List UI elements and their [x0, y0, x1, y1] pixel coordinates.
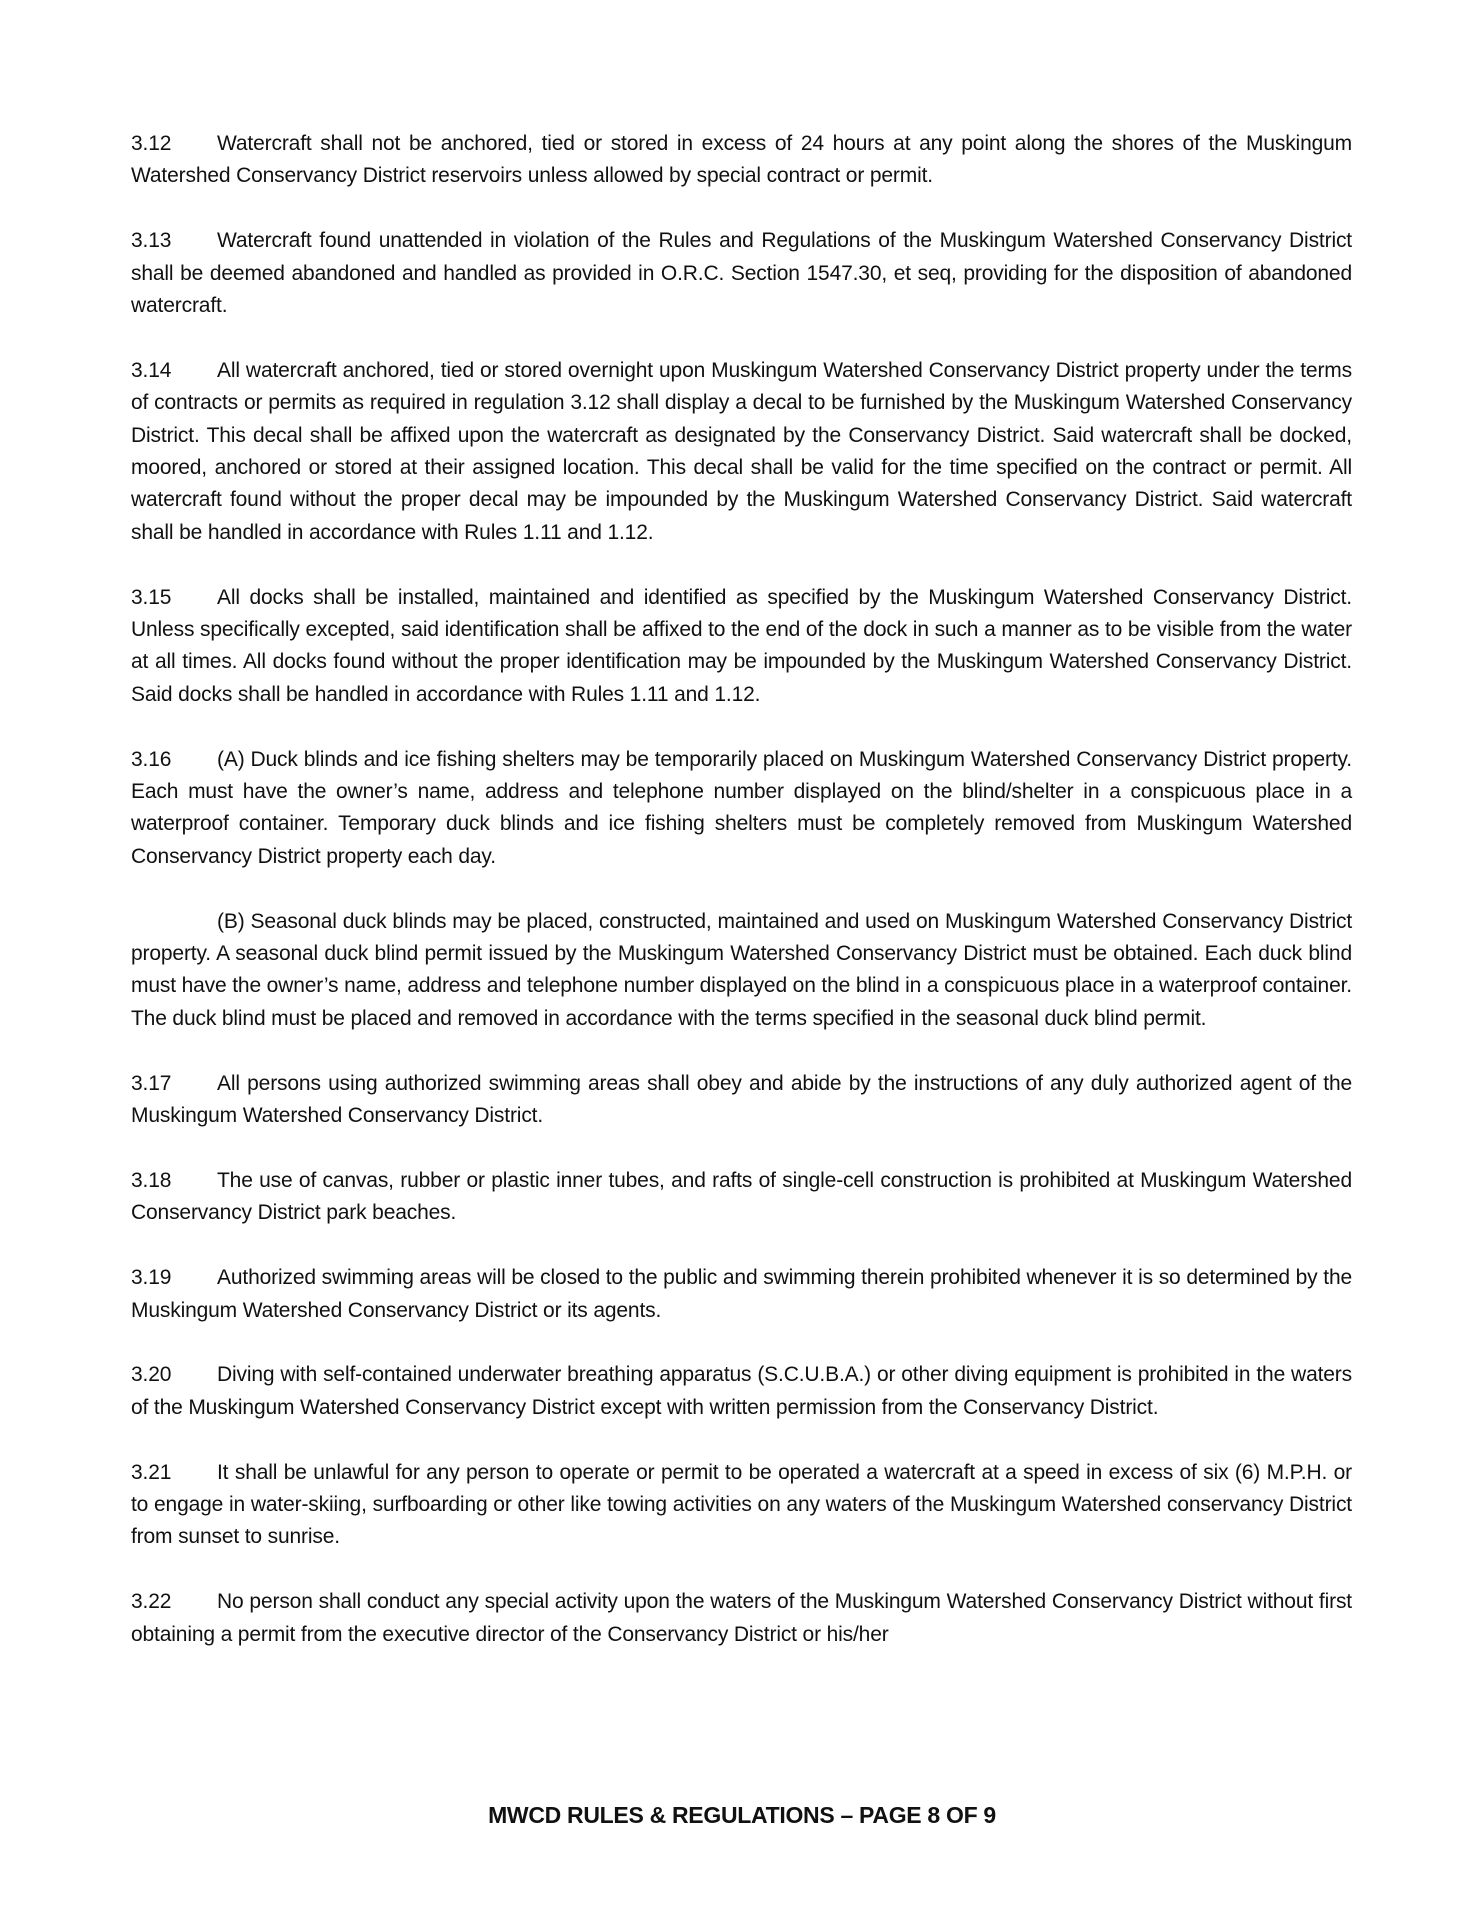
section-number: 3.14	[131, 358, 172, 382]
section-3-18	[131, 1165, 1352, 1230]
section-text: Authorized swimming areas will be closed to the public and swimming therein prohibited whenever it is so determined by the Muskingum Watershed Conservancy District or its agents.	[131, 1266, 1352, 1322]
section-number: 3.22	[131, 1590, 172, 1614]
section-3-13	[131, 225, 1352, 322]
section-3-17	[131, 1068, 1352, 1133]
document-body	[131, 128, 1352, 1683]
section-text: It shall be unlawful for any person to operate or permit to be operated a watercraft at a speed in excess of six (6) M.P.H. or to engage in water-skiing, surfboarding or other like towing activities on any waters of the Muskingum Watershed conservancy District from sunset to sunrise.	[131, 1460, 1352, 1549]
section-number: 3.17	[131, 1071, 172, 1095]
section-3-12	[131, 128, 1352, 193]
section-number: 3.21	[131, 1460, 172, 1484]
section-text: (A) Duck blinds and ice fishing shelters may be temporarily placed on Muskingum Watershed Conservancy District property. Each must have the owner’s name, address and telephone number displayed on the blind/shelter in a conspicuous place in a waterproof container. Temporary duck blinds and ice fishing shelters must be completely removed from Muskingum Watershed Conservancy District property each day.	[131, 747, 1352, 868]
section-text: All watercraft anchored, tied or stored overnight upon Muskingum Watershed Conservancy District property under the terms of contracts or permits as required in regulation 3.12 shall display a decal to be furnished by the Muskingum Watershed Conservancy District. This decal shall be affixed upon the watercraft as designated by the Conservancy District. Said watercraft shall be docked, moored, anchored or stored at their assigned location. This decal shall be valid for the time specified on the contract or permit. All watercraft found without the proper decal may be impounded by the Muskingum Watershed Conservancy District. Said watercraft shall be handled in accordance with Rules 1.11 and 1.12.	[131, 358, 1352, 544]
section-3-21	[131, 1457, 1352, 1554]
section-3-14	[131, 355, 1352, 549]
section-number: 3.19	[131, 1266, 172, 1290]
section-number: 3.18	[131, 1168, 172, 1192]
section-text: The use of canvas, rubber or plastic inner tubes, and rafts of single-cell construction is prohibited at Muskingum Watershed Conservancy District park beaches.	[131, 1168, 1352, 1225]
section-number: 3.13	[131, 229, 172, 253]
section-3-15	[131, 582, 1352, 712]
section-text: Watercraft found unattended in violation of the Rules and Regulations of the Muskingum Watershed Conservancy District shall be deemed abandoned and handled as provided in O.R.C. Section 1547.30, et seq, providing for the disposition of abandoned watercraft.	[131, 229, 1352, 318]
section-number: 3.12	[131, 132, 172, 155]
section-text: Diving with self-contained underwater breathing apparatus (S.C.U.B.A.) or other diving equipment is prohibited in the waters of the Muskingum Watershed Conservancy District except with written permission from the Conservancy District.	[131, 1363, 1352, 1419]
page-footer: MWCD RULES & REGULATIONS – PAGE 8 OF 9	[488, 1802, 996, 1828]
section-number: 3.15	[131, 585, 172, 609]
section-3-22	[131, 1586, 1352, 1651]
section-text: Watercraft shall not be anchored, tied or stored in excess of 24 hours at any point along the shores of the Muskingum Watershed Conservancy District reservoirs unless allowed by special contract or permit.	[131, 132, 1352, 188]
section-text: (B) Seasonal duck blinds may be placed, constructed, maintained and used on Muskingum Watershed Conservancy District property. A seasonal duck blind permit issued by the Muskingum Watershed Conservancy District must be obtained. Each duck blind must have the owner’s name, address and telephone number displayed on the blind in a conspicuous place in a waterproof container. The duck blind must be placed and removed in accordance with the terms specified in the seasonal duck blind permit.	[131, 909, 1352, 1030]
section-text: No person shall conduct any special activity upon the waters of the Muskingum Watershed Conservancy District without first obtaining a permit from the executive director of the Conservancy District or his/her	[131, 1590, 1352, 1646]
section-number: 3.16	[131, 747, 172, 771]
section-3-20	[131, 1359, 1352, 1424]
section-number: 3.20	[131, 1363, 172, 1387]
section-text: All persons using authorized swimming areas shall obey and abide by the instructions of any duly authorized agent of the Muskingum Watershed Conservancy District.	[131, 1071, 1352, 1128]
section-text: All docks shall be installed, maintained and identified as specified by the Muskingum Watershed Conservancy District. Unless specifically excepted, said identification shall be affixed to the end of the dock in such a manner as to be visible from the water at all times. All docks found without the proper identification may be impounded by the Muskingum Watershed Conservancy District. Said docks shall be handled in accordance with Rules 1.11 and 1.12.	[131, 585, 1352, 706]
section-3-16-b	[131, 906, 1352, 1036]
section-3-16-a	[131, 744, 1352, 874]
section-3-19	[131, 1262, 1352, 1327]
